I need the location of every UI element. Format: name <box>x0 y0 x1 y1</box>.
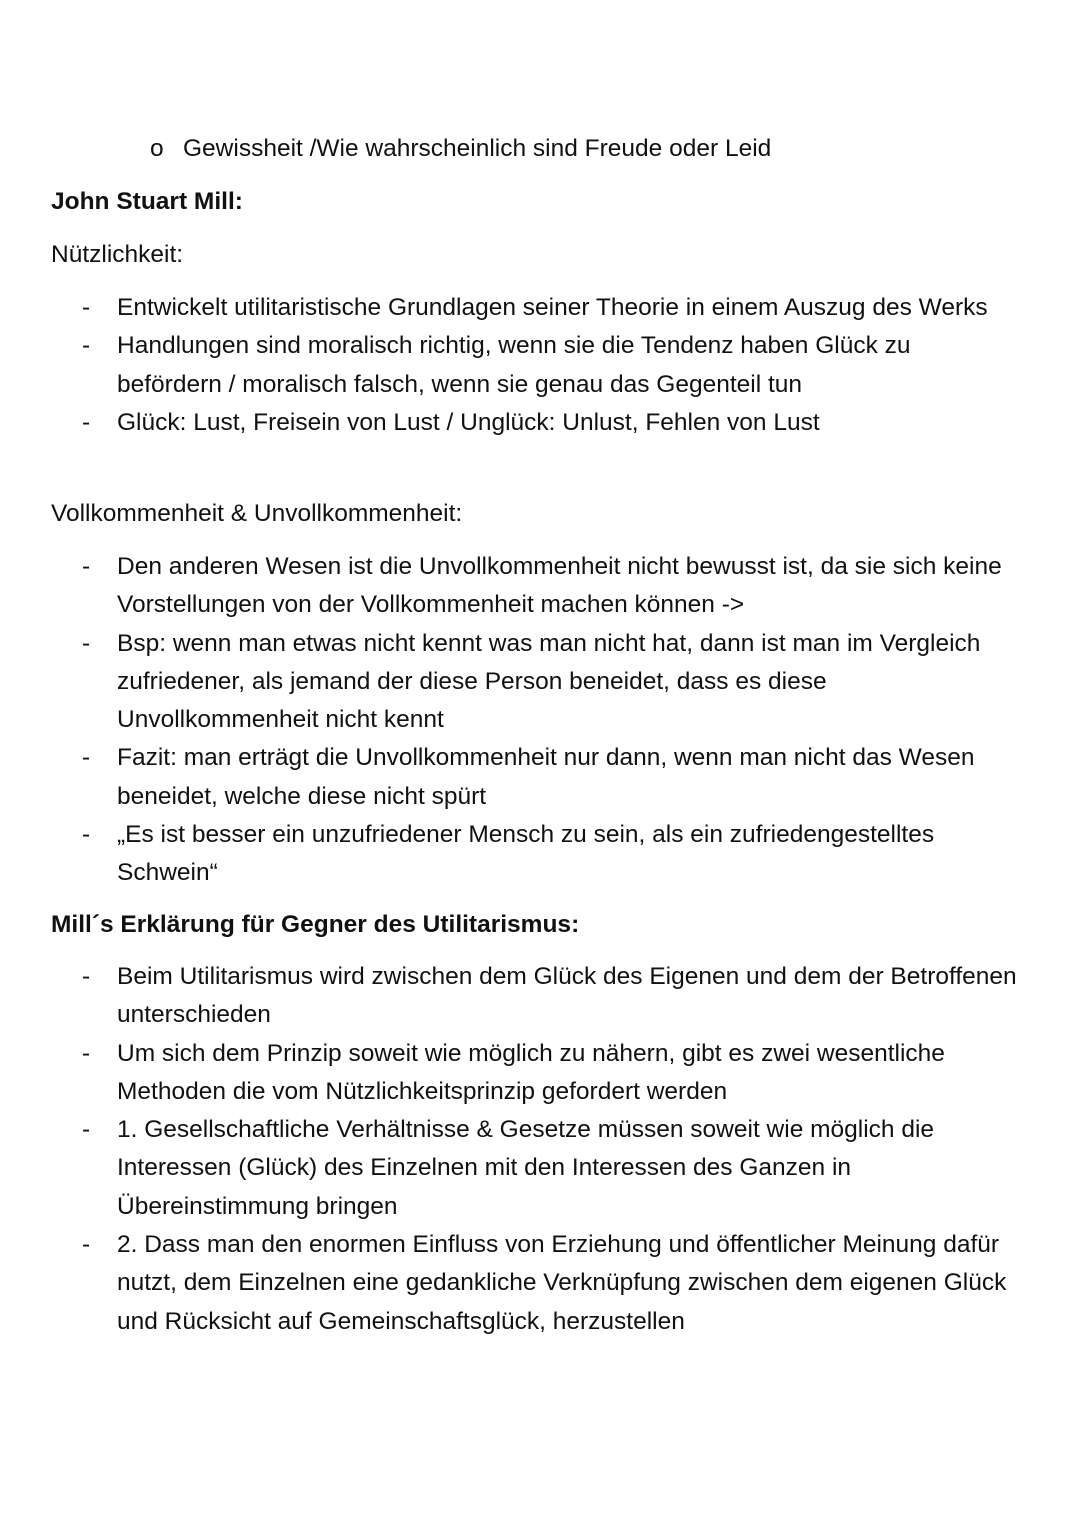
list-item <box>0 404 1017 442</box>
list-item <box>0 327 1017 404</box>
dash-bullet-icon: - <box>82 1231 91 1259</box>
list-item <box>0 625 1017 740</box>
heading-gegner-utilitarismus: Mill´s Erklärung für Gegner des Utilitarismus: <box>51 911 580 938</box>
dash-bullet-icon: - <box>82 821 91 849</box>
list-item-text: Beim Utilitarismus wird zwischen dem Glück des Eigenen und dem der Betroffenen unterschieden <box>117 963 1017 1029</box>
sub-list-item-gewissheit <box>150 130 771 168</box>
circle-bullet-icon: o <box>150 135 164 162</box>
list-gegner <box>0 958 1017 1341</box>
list-item-text: Handlungen sind moralisch richtig, wenn sie die Tendenz haben Glück zu befördern / moralisch falsch, wenn sie genau das Gegenteil tun <box>117 332 911 398</box>
list-item <box>0 1226 1017 1341</box>
list-item-text: Glück: Lust, Freisein von Lust / Unglück: Unlust, Fehlen von Lust <box>117 408 820 436</box>
list-item-text: „Es ist besser ein unzufriedener Mensch zu sein, als ein zufriedengestelltes Schwein“ <box>117 821 935 887</box>
list-item <box>0 958 1017 1035</box>
list-item-text: Um sich dem Prinzip soweit wie möglich zu nähern, gibt es zwei wesentliche Methoden die vom Nützlichkeitsprinzip gefordert werden <box>117 1039 945 1105</box>
dash-bullet-icon: - <box>82 332 91 360</box>
dash-bullet-icon: - <box>82 963 91 990</box>
list-item <box>0 739 1017 816</box>
heading-john-stuart-mill: John Stuart Mill: <box>51 188 243 215</box>
list-item-text: Entwickelt utilitaristische Grundlagen seiner Theorie in einem Auszug des Werks <box>117 294 988 321</box>
dash-bullet-icon: - <box>82 294 91 321</box>
list-item <box>0 289 1017 327</box>
list-item-text: 2. Dass man den enormen Einfluss von Erziehung und öffentlicher Meinung dafür nutzt, dem Einzelnen eine gedankliche Verknüpfung zwischen dem eigenen Glück und Rücksicht auf Gemeinschaftsglück, herzustellen <box>117 1231 1007 1335</box>
list-item-text: Fazit: man erträgt die Unvollkommenheit nur dann, wenn man nicht das Wesen beneidet, welche diese nicht spürt <box>117 744 975 810</box>
list-vollkommenheit <box>0 548 1017 893</box>
sub-list-item-text: Gewissheit /Wie wahrscheinlich sind Freude oder Leid <box>183 135 772 162</box>
list-item-text: Bsp: wenn man etwas nicht kennt was man nicht hat, dann ist man im Vergleich zufriedener, als jemand der diese Person beneidet, dass es diese Unvollkommenheit nicht kennt <box>117 629 981 734</box>
heading-vollkommenheit: Vollkommenheit & Unvollkommenheit: <box>51 500 463 527</box>
list-item <box>0 548 1017 625</box>
list-item <box>0 1111 1017 1226</box>
dash-bullet-icon: - <box>82 629 91 657</box>
dash-bullet-icon: - <box>82 744 91 772</box>
list-item <box>0 1035 1017 1112</box>
dash-bullet-icon: - <box>82 553 91 580</box>
list-item-text: 1. Gesellschaftliche Verhältnisse & Gesetze müssen soweit wie möglich die Interessen (Glück) des Einzelnen mit den Interessen des Ganzen in Übereinstimmung bringen <box>117 1116 935 1220</box>
dash-bullet-icon: - <box>82 408 91 436</box>
heading-nuetzlichkeit: Nützlichkeit: <box>51 241 184 268</box>
dash-bullet-icon: - <box>82 1116 91 1144</box>
list-item <box>0 816 1017 893</box>
list-nuetzlichkeit <box>0 289 1017 442</box>
dash-bullet-icon: - <box>82 1039 91 1067</box>
list-item-text: Den anderen Wesen ist die Unvollkommenheit nicht bewusst ist, da sie sich keine Vorstellungen von der Vollkommenheit machen können -> <box>117 553 1002 619</box>
